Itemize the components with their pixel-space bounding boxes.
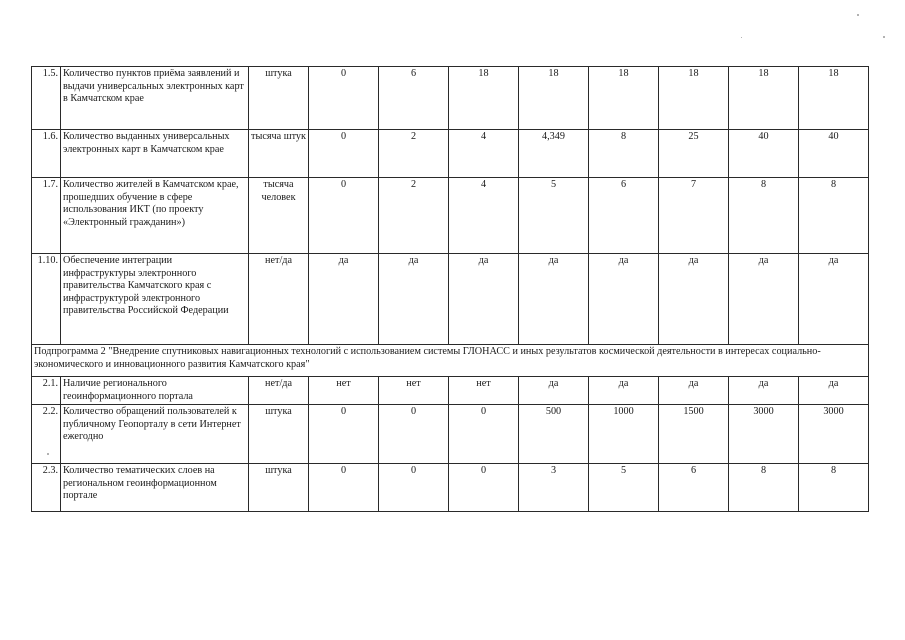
indicator-name: Наличие регионального геоинформационного портала [61,377,249,405]
value-cell: да [449,254,519,345]
value-cell: 0 [449,464,519,512]
indicator-name: Количество обращений пользователей к публичному Геопорталу в сети Интернет ежегодно [61,405,249,464]
row-number: 1.10. [32,254,61,345]
value-cell: 18 [659,67,729,130]
row-number: 1.6. [32,130,61,178]
value-cell: 6 [659,464,729,512]
value-cell: 0 [309,178,379,254]
value-cell: 8 [729,464,799,512]
value-cell: 6 [589,178,659,254]
value-cell: 3000 [729,405,799,464]
value-cell: 4 [449,130,519,178]
value-cell: 0 [309,405,379,464]
value-cell: 8 [799,464,869,512]
indicator-name: Обеспечение интеграции инфраструктуры электронного правительства Камчатского края с инфраструктурой электронного правительства Российской Федерации [61,254,249,345]
value-cell: 6 [379,67,449,130]
row-number: 2.2. [32,405,61,464]
indicator-name: Количество жителей в Камчатском крае, прошедших обучение в сфере использования ИКТ (по проекту «Электронный гражданин») [61,178,249,254]
value-cell: 4 [449,178,519,254]
table-row [32,377,869,405]
value-cell: нет [309,377,379,405]
value-cell: да [799,254,869,345]
scan-speck [857,14,859,16]
value-cell: да [729,254,799,345]
value-cell: 500 [519,405,589,464]
value-cell: да [799,377,869,405]
indicators-table [31,66,869,512]
table-row [32,405,869,464]
value-cell: 18 [729,67,799,130]
unit-cell: тысяча штук [249,130,309,178]
value-cell: да [659,377,729,405]
value-cell: 3000 [799,405,869,464]
table-row [32,464,869,512]
value-cell: 0 [379,464,449,512]
value-cell: 2 [379,130,449,178]
value-cell: 0 [449,405,519,464]
value-cell: 25 [659,130,729,178]
table-row [32,254,869,345]
value-cell: 8 [729,178,799,254]
value-cell: 0 [309,67,379,130]
indicator-name: Количество пунктов приёма заявлений и выдачи универсальных электронных карт в Камчатском крае [61,67,249,130]
value-cell: нет [379,377,449,405]
unit-cell: тысяча человек [249,178,309,254]
value-cell: 40 [729,130,799,178]
row-number: 1.7. [32,178,61,254]
unit-cell: штука [249,67,309,130]
value-cell: 8 [589,130,659,178]
value-cell: 5 [519,178,589,254]
subprogram-row [32,345,869,377]
value-cell: да [309,254,379,345]
value-cell: 7 [659,178,729,254]
value-cell: да [519,254,589,345]
value-cell: 18 [449,67,519,130]
unit-cell: штука [249,464,309,512]
value-cell: да [589,377,659,405]
value-cell: да [519,377,589,405]
value-cell: 18 [799,67,869,130]
value-cell: 0 [309,464,379,512]
value-cell: 2 [379,178,449,254]
unit-cell: нет/да [249,254,309,345]
value-cell: 8 [799,178,869,254]
row-number: 2.1. [32,377,61,405]
table-row [32,130,869,178]
value-cell: 0 [309,130,379,178]
row-number: 1.5. [32,67,61,130]
value-cell: 1000 [589,405,659,464]
subprogram-title: Подпрограмма 2 "Внедрение спутниковых навигационных технологий с использованием системы ГЛОНАСС и иных результатов космической деятельности в интересах социально-экономического и инновационного развития Камчатского края" [32,345,869,377]
unit-cell: штука [249,405,309,464]
value-cell: 3 [519,464,589,512]
value-cell: да [379,254,449,345]
indicator-name: Количество тематических слоев на региональном геоинформационном портале [61,464,249,512]
value-cell: 18 [589,67,659,130]
table-row [32,67,869,130]
table-row [32,178,869,254]
value-cell: 0 [379,405,449,464]
value-cell: 18 [519,67,589,130]
indicator-name: Количество выданных универсальных электронных карт в Камчатском крае [61,130,249,178]
value-cell: да [589,254,659,345]
value-cell: 5 [589,464,659,512]
scan-speck [883,36,885,38]
value-cell: 40 [799,130,869,178]
value-cell: да [659,254,729,345]
value-cell: да [729,377,799,405]
unit-cell: нет/да [249,377,309,405]
value-cell: 4,349 [519,130,589,178]
row-number: 2.3. [32,464,61,512]
scan-speck [741,37,742,38]
value-cell: нет [449,377,519,405]
value-cell: 1500 [659,405,729,464]
